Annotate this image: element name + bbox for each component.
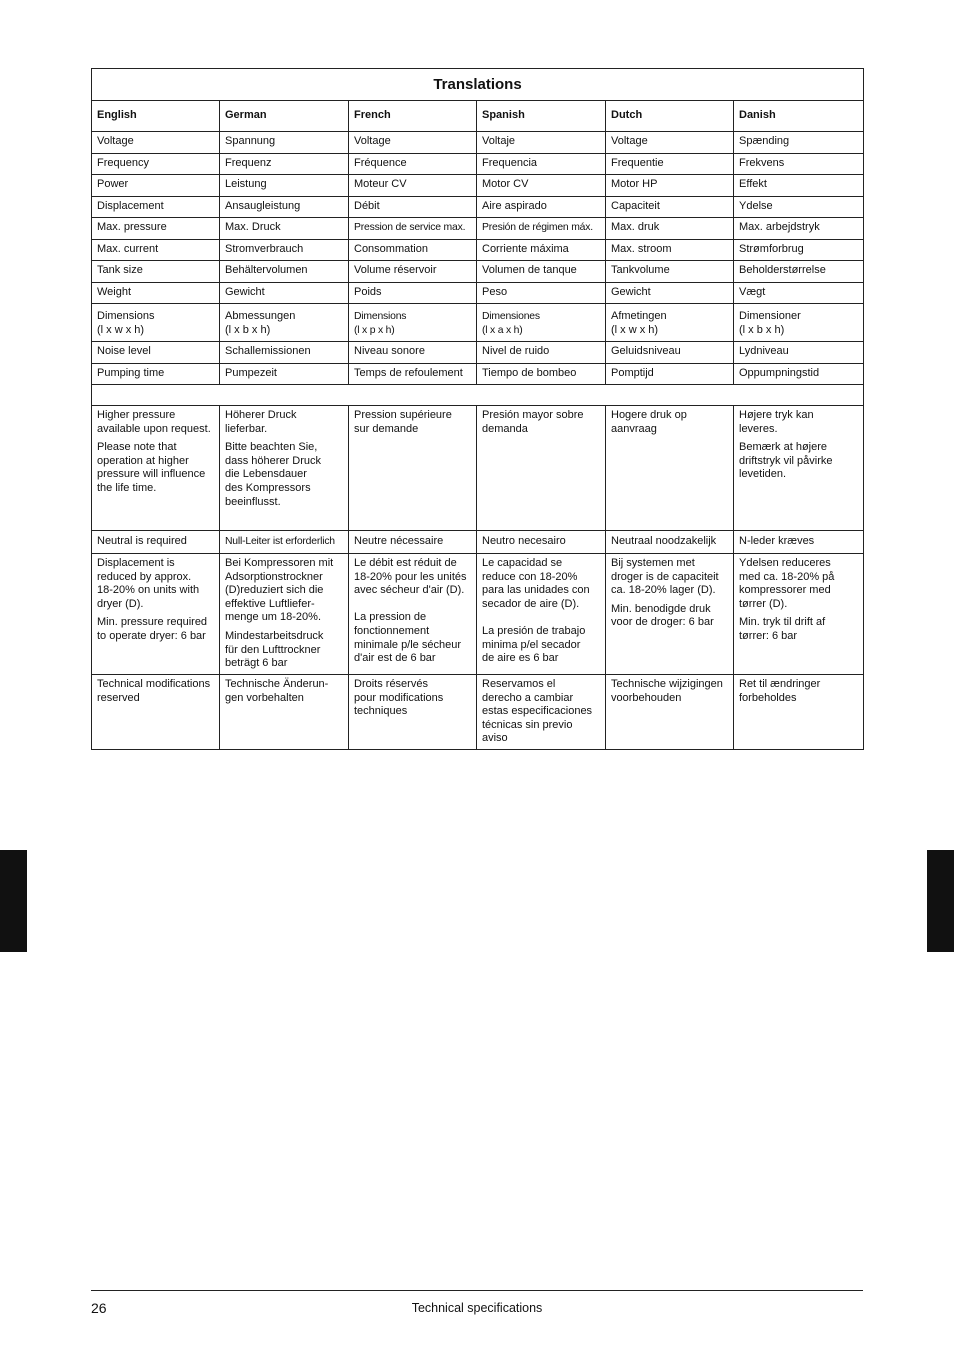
- term-text: Frekvens: [739, 156, 785, 169]
- table-row: [92, 304, 864, 342]
- term-cell-danish: [734, 218, 864, 240]
- term-text: Afmetingen (l x w x h): [611, 310, 667, 336]
- term-cell-danish: [734, 342, 864, 364]
- term-cell-english: [92, 218, 220, 240]
- note-cell-dutch: [606, 406, 734, 531]
- term-text: Noise level: [97, 345, 151, 358]
- table-row: [92, 261, 864, 283]
- term-cell-english: [92, 196, 220, 218]
- term-cell-german: [220, 282, 349, 304]
- language-header-spanish: Spanish: [477, 101, 606, 132]
- term-text: Presión de régimen máx.: [482, 222, 593, 234]
- note-text: N-leder kræves: [739, 535, 815, 548]
- term-cell-danish: [734, 153, 864, 175]
- note-cell-french: [349, 406, 477, 531]
- term-cell-spanish: [477, 363, 606, 385]
- term-cell-dutch: [606, 282, 734, 304]
- term-cell-french: [349, 132, 477, 154]
- term-cell-danish: [734, 261, 864, 283]
- note-paragraph: Min. benodigde druk voor de droger: 6 bar: [611, 602, 714, 629]
- note-paragraph: Hogere druk op aanvraag: [611, 409, 687, 435]
- note-cell-spanish: [477, 675, 606, 750]
- language-header-german: German: [220, 101, 349, 132]
- term-text: Stromverbrauch: [225, 242, 304, 255]
- note-paragraph: Le débit est réduit de 18-20% pour les unités avec sécheur d'air (D). La pression de fonctionnement minimale p/le sécheur d'air est de 6 bar: [354, 557, 467, 665]
- term-text: Nivel de ruido: [482, 345, 550, 358]
- table-row: [92, 175, 864, 197]
- term-cell-danish: [734, 304, 864, 342]
- note-cell-german: [220, 675, 349, 750]
- term-rows: [92, 132, 864, 385]
- note-cell-english: [92, 531, 220, 554]
- term-text: Volumen de tanque: [482, 264, 577, 277]
- term-cell-german: [220, 175, 349, 197]
- note-cell-german: [220, 531, 349, 554]
- term-text: Fréquence: [354, 156, 407, 169]
- note-cell-english: [92, 406, 220, 531]
- term-text: Max. pressure: [97, 221, 167, 234]
- term-text: Frequencia: [482, 156, 538, 169]
- term-cell-english: [92, 239, 220, 261]
- term-text: Vægt: [739, 285, 766, 298]
- term-text: Pumpezeit: [225, 366, 277, 379]
- term-text: Ydelse: [739, 199, 773, 212]
- term-cell-dutch: [606, 218, 734, 240]
- note-paragraph: Ydelsen reduceres med ca. 18-20% på kompressorer med tørrer (D).: [739, 557, 835, 610]
- table-row: [92, 282, 864, 304]
- translations-table-container: [91, 68, 863, 750]
- term-text: Max. arbejdstryk: [739, 221, 820, 234]
- term-cell-dutch: [606, 153, 734, 175]
- term-text: Voltage: [354, 135, 391, 148]
- term-cell-spanish: [477, 153, 606, 175]
- term-text: Dimensions (l x p x h): [354, 311, 407, 336]
- term-text: Pression de service max.: [354, 222, 466, 234]
- term-cell-french: [349, 196, 477, 218]
- note-text: Technische Änderun- gen vorbehalten: [225, 678, 329, 704]
- term-text: Gewicht: [225, 285, 265, 298]
- note-cell-german: [220, 554, 349, 675]
- note-paragraph: Höherer Druck lieferbar.: [225, 409, 297, 435]
- term-text: Ansaugleistung: [225, 199, 301, 212]
- note-text: Reservamos el derecho a cambiar estas especificaciones técnicas sin previo aviso: [482, 678, 593, 745]
- term-text: Max. stroom: [611, 242, 672, 255]
- term-text: Schallemissionen: [225, 345, 311, 358]
- note-cell-danish: [734, 406, 864, 531]
- term-text: Motor CV: [482, 178, 529, 191]
- term-text: Temps de refoulement: [354, 366, 463, 379]
- table-row: [92, 239, 864, 261]
- term-cell-dutch: [606, 342, 734, 364]
- term-cell-dutch: [606, 132, 734, 154]
- language-header-english: English: [92, 101, 220, 132]
- term-cell-french: [349, 304, 477, 342]
- term-cell-danish: [734, 132, 864, 154]
- language-header-danish: Danish: [734, 101, 864, 132]
- term-cell-french: [349, 239, 477, 261]
- term-cell-spanish: [477, 175, 606, 197]
- translations-table: [91, 68, 864, 750]
- term-text: Spannung: [225, 135, 276, 148]
- term-text: Max. current: [97, 242, 159, 255]
- term-cell-spanish: [477, 196, 606, 218]
- term-cell-german: [220, 153, 349, 175]
- term-text: Tank size: [97, 264, 143, 277]
- term-cell-french: [349, 218, 477, 240]
- term-text: Consommation: [354, 242, 428, 255]
- note-text: Neutro necesairo: [482, 535, 566, 548]
- note-cell-dutch: [606, 531, 734, 554]
- term-cell-dutch: [606, 196, 734, 218]
- term-text: Pumping time: [97, 366, 165, 379]
- right-edge-tab: [927, 850, 954, 952]
- note-row-pressure: [92, 406, 864, 531]
- table-row: [92, 196, 864, 218]
- term-text: Frequenz: [225, 156, 272, 169]
- page-number: 26: [91, 1300, 107, 1316]
- left-edge-tab: [0, 850, 27, 952]
- term-text: Strømforbrug: [739, 242, 804, 255]
- term-text: Voltage: [611, 135, 648, 148]
- term-cell-german: [220, 363, 349, 385]
- term-text: Leistung: [225, 178, 267, 191]
- term-cell-spanish: [477, 132, 606, 154]
- term-text: Tankvolume: [611, 264, 670, 277]
- note-paragraph: Bitte beachten Sie, dass höherer Druck die Lebensdauer des Kompressors beeinflusst.: [225, 441, 321, 508]
- note-cell-dutch: [606, 675, 734, 750]
- term-cell-english: [92, 153, 220, 175]
- note-paragraph: Højere tryk kan leveres.: [739, 409, 814, 435]
- language-header-french: French: [349, 101, 477, 132]
- term-text: Dimensiones (l x a x h): [482, 311, 540, 336]
- term-cell-german: [220, 342, 349, 364]
- note-text: Null-Leiter ist erforderlich: [225, 536, 335, 548]
- note-paragraph: Min. pressure required to operate dryer: 6 bar: [97, 616, 208, 642]
- term-text: Displacement: [97, 199, 164, 212]
- term-text: Poids: [354, 285, 382, 298]
- note-cell-french: [349, 554, 477, 675]
- term-cell-french: [349, 261, 477, 283]
- term-text: Max. Druck: [225, 221, 281, 234]
- term-text: Weight: [97, 285, 132, 298]
- note-paragraph: Bij systemen met droger is de capaciteit ca. 18-20% lager (D).: [611, 557, 719, 597]
- note-text: Technische wijzigingen voorbehouden: [611, 678, 723, 704]
- term-text: Corriente máxima: [482, 242, 569, 255]
- note-paragraph: Min. tryk til drift af tørrer: 6 bar: [739, 616, 826, 642]
- term-cell-german: [220, 218, 349, 240]
- term-cell-french: [349, 342, 477, 364]
- table-row: [92, 363, 864, 385]
- table-row: [92, 218, 864, 240]
- term-text: Moteur CV: [354, 178, 407, 191]
- term-text: Oppumpningstid: [739, 366, 820, 379]
- note-rows: [92, 406, 864, 750]
- table-title: Translations: [92, 69, 864, 101]
- note-cell-french: [349, 675, 477, 750]
- note-text: Ret til ændringer forbeholdes: [739, 678, 821, 704]
- language-header-dutch: Dutch: [606, 101, 734, 132]
- note-cell-french: [349, 531, 477, 554]
- note-row-neutral: [92, 531, 864, 554]
- term-cell-german: [220, 239, 349, 261]
- term-text: Lydniveau: [739, 345, 789, 358]
- note-text: Neutre nécessaire: [354, 535, 444, 548]
- table-row: [92, 153, 864, 175]
- note-cell-german: [220, 406, 349, 531]
- term-cell-spanish: [477, 261, 606, 283]
- term-text: Tiempo de bombeo: [482, 366, 577, 379]
- term-cell-english: [92, 342, 220, 364]
- term-cell-english: [92, 261, 220, 283]
- term-text: Beholderstørrelse: [739, 264, 826, 277]
- footer-rule: [91, 1290, 863, 1291]
- term-cell-german: [220, 132, 349, 154]
- term-cell-english: [92, 363, 220, 385]
- term-cell-german: [220, 196, 349, 218]
- term-text: Motor HP: [611, 178, 658, 191]
- term-cell-danish: [734, 239, 864, 261]
- term-cell-german: [220, 304, 349, 342]
- term-cell-spanish: [477, 239, 606, 261]
- note-paragraph: Presión mayor sobre demanda: [482, 409, 584, 435]
- term-cell-dutch: [606, 304, 734, 342]
- term-text: Spænding: [739, 135, 790, 148]
- note-text: Neutraal noodzakelijk: [611, 535, 717, 548]
- term-cell-spanish: [477, 342, 606, 364]
- note-paragraph: Please note that operation at higher pressure will influence the life time.: [97, 441, 206, 494]
- note-cell-danish: [734, 554, 864, 675]
- term-cell-german: [220, 261, 349, 283]
- language-header-row: [92, 101, 864, 132]
- term-cell-english: [92, 132, 220, 154]
- note-paragraph: Pression supérieure sur demande: [354, 409, 452, 435]
- note-paragraph: Bemærk at højere driftstryk vil påvirke levetiden.: [739, 441, 833, 481]
- spacer-cell: [92, 385, 864, 406]
- term-cell-french: [349, 175, 477, 197]
- term-cell-spanish: [477, 282, 606, 304]
- note-paragraph: Higher pressure available upon request.: [97, 409, 211, 435]
- term-cell-french: [349, 282, 477, 304]
- table-row: [92, 132, 864, 154]
- note-cell-dutch: [606, 554, 734, 675]
- term-cell-english: [92, 175, 220, 197]
- note-text: Droits réservés pour modifications techniques: [354, 678, 444, 718]
- term-cell-danish: [734, 282, 864, 304]
- term-text: Gewicht: [611, 285, 651, 298]
- footer-section-title: Technical specifications: [411, 1301, 543, 1315]
- term-cell-english: [92, 282, 220, 304]
- term-cell-danish: [734, 363, 864, 385]
- table-row: [92, 342, 864, 364]
- note-row-technical: [92, 675, 864, 750]
- note-cell-spanish: [477, 554, 606, 675]
- note-cell-spanish: [477, 406, 606, 531]
- note-text: Neutral is required: [97, 535, 187, 548]
- term-text: Capaciteit: [611, 199, 660, 212]
- term-cell-spanish: [477, 304, 606, 342]
- term-text: Peso: [482, 285, 508, 298]
- term-cell-french: [349, 153, 477, 175]
- term-text: Dimensions (l x w x h): [97, 310, 155, 336]
- term-text: Frequency: [97, 156, 149, 169]
- note-cell-spanish: [477, 531, 606, 554]
- note-text: Technical modifications reserved: [97, 678, 211, 704]
- term-cell-danish: [734, 196, 864, 218]
- note-cell-danish: [734, 675, 864, 750]
- note-paragraph: Displacement is reduced by approx. 18-20% on units with dryer (D).: [97, 557, 200, 610]
- spacer-row: [92, 385, 864, 406]
- term-text: Max. druk: [611, 221, 660, 234]
- note-cell-english: [92, 554, 220, 675]
- term-text: Volume réservoir: [354, 264, 437, 277]
- term-text: Débit: [354, 199, 380, 212]
- term-text: Voltage: [97, 135, 134, 148]
- term-text: Niveau sonore: [354, 345, 425, 358]
- term-text: Pomptijd: [611, 366, 654, 379]
- term-text: Frequentie: [611, 156, 664, 169]
- term-cell-english: [92, 304, 220, 342]
- term-text: Geluidsniveau: [611, 345, 681, 358]
- term-cell-dutch: [606, 261, 734, 283]
- term-cell-french: [349, 363, 477, 385]
- term-text: Aire aspirado: [482, 199, 547, 212]
- term-cell-danish: [734, 175, 864, 197]
- note-cell-english: [92, 675, 220, 750]
- term-cell-dutch: [606, 239, 734, 261]
- term-text: Voltaje: [482, 135, 516, 148]
- term-text: Abmessungen (l x b x h): [225, 310, 296, 336]
- term-text: Dimensioner (l x b x h): [739, 310, 801, 336]
- term-text: Effekt: [739, 178, 767, 191]
- note-paragraph: Bei Kompressoren mit Adsorptionstrockner (D)reduziert sich die effektive Luftliefer- menge um 18-20%.: [225, 557, 334, 624]
- term-cell-dutch: [606, 363, 734, 385]
- term-cell-spanish: [477, 218, 606, 240]
- term-cell-dutch: [606, 175, 734, 197]
- term-text: Power: [97, 178, 129, 191]
- note-row-displacement: [92, 554, 864, 675]
- note-paragraph: Le capacidad se reduce con 18-20% para las unidades con secador de aire (D). La presión de trabajo minima p/el secador de aire es 6 bar: [482, 557, 590, 665]
- term-text: Behältervolumen: [225, 264, 308, 277]
- note-cell-danish: [734, 531, 864, 554]
- note-paragraph: Mindestarbeitsdruck für den Lufttrockner beträgt 6 bar: [225, 629, 324, 670]
